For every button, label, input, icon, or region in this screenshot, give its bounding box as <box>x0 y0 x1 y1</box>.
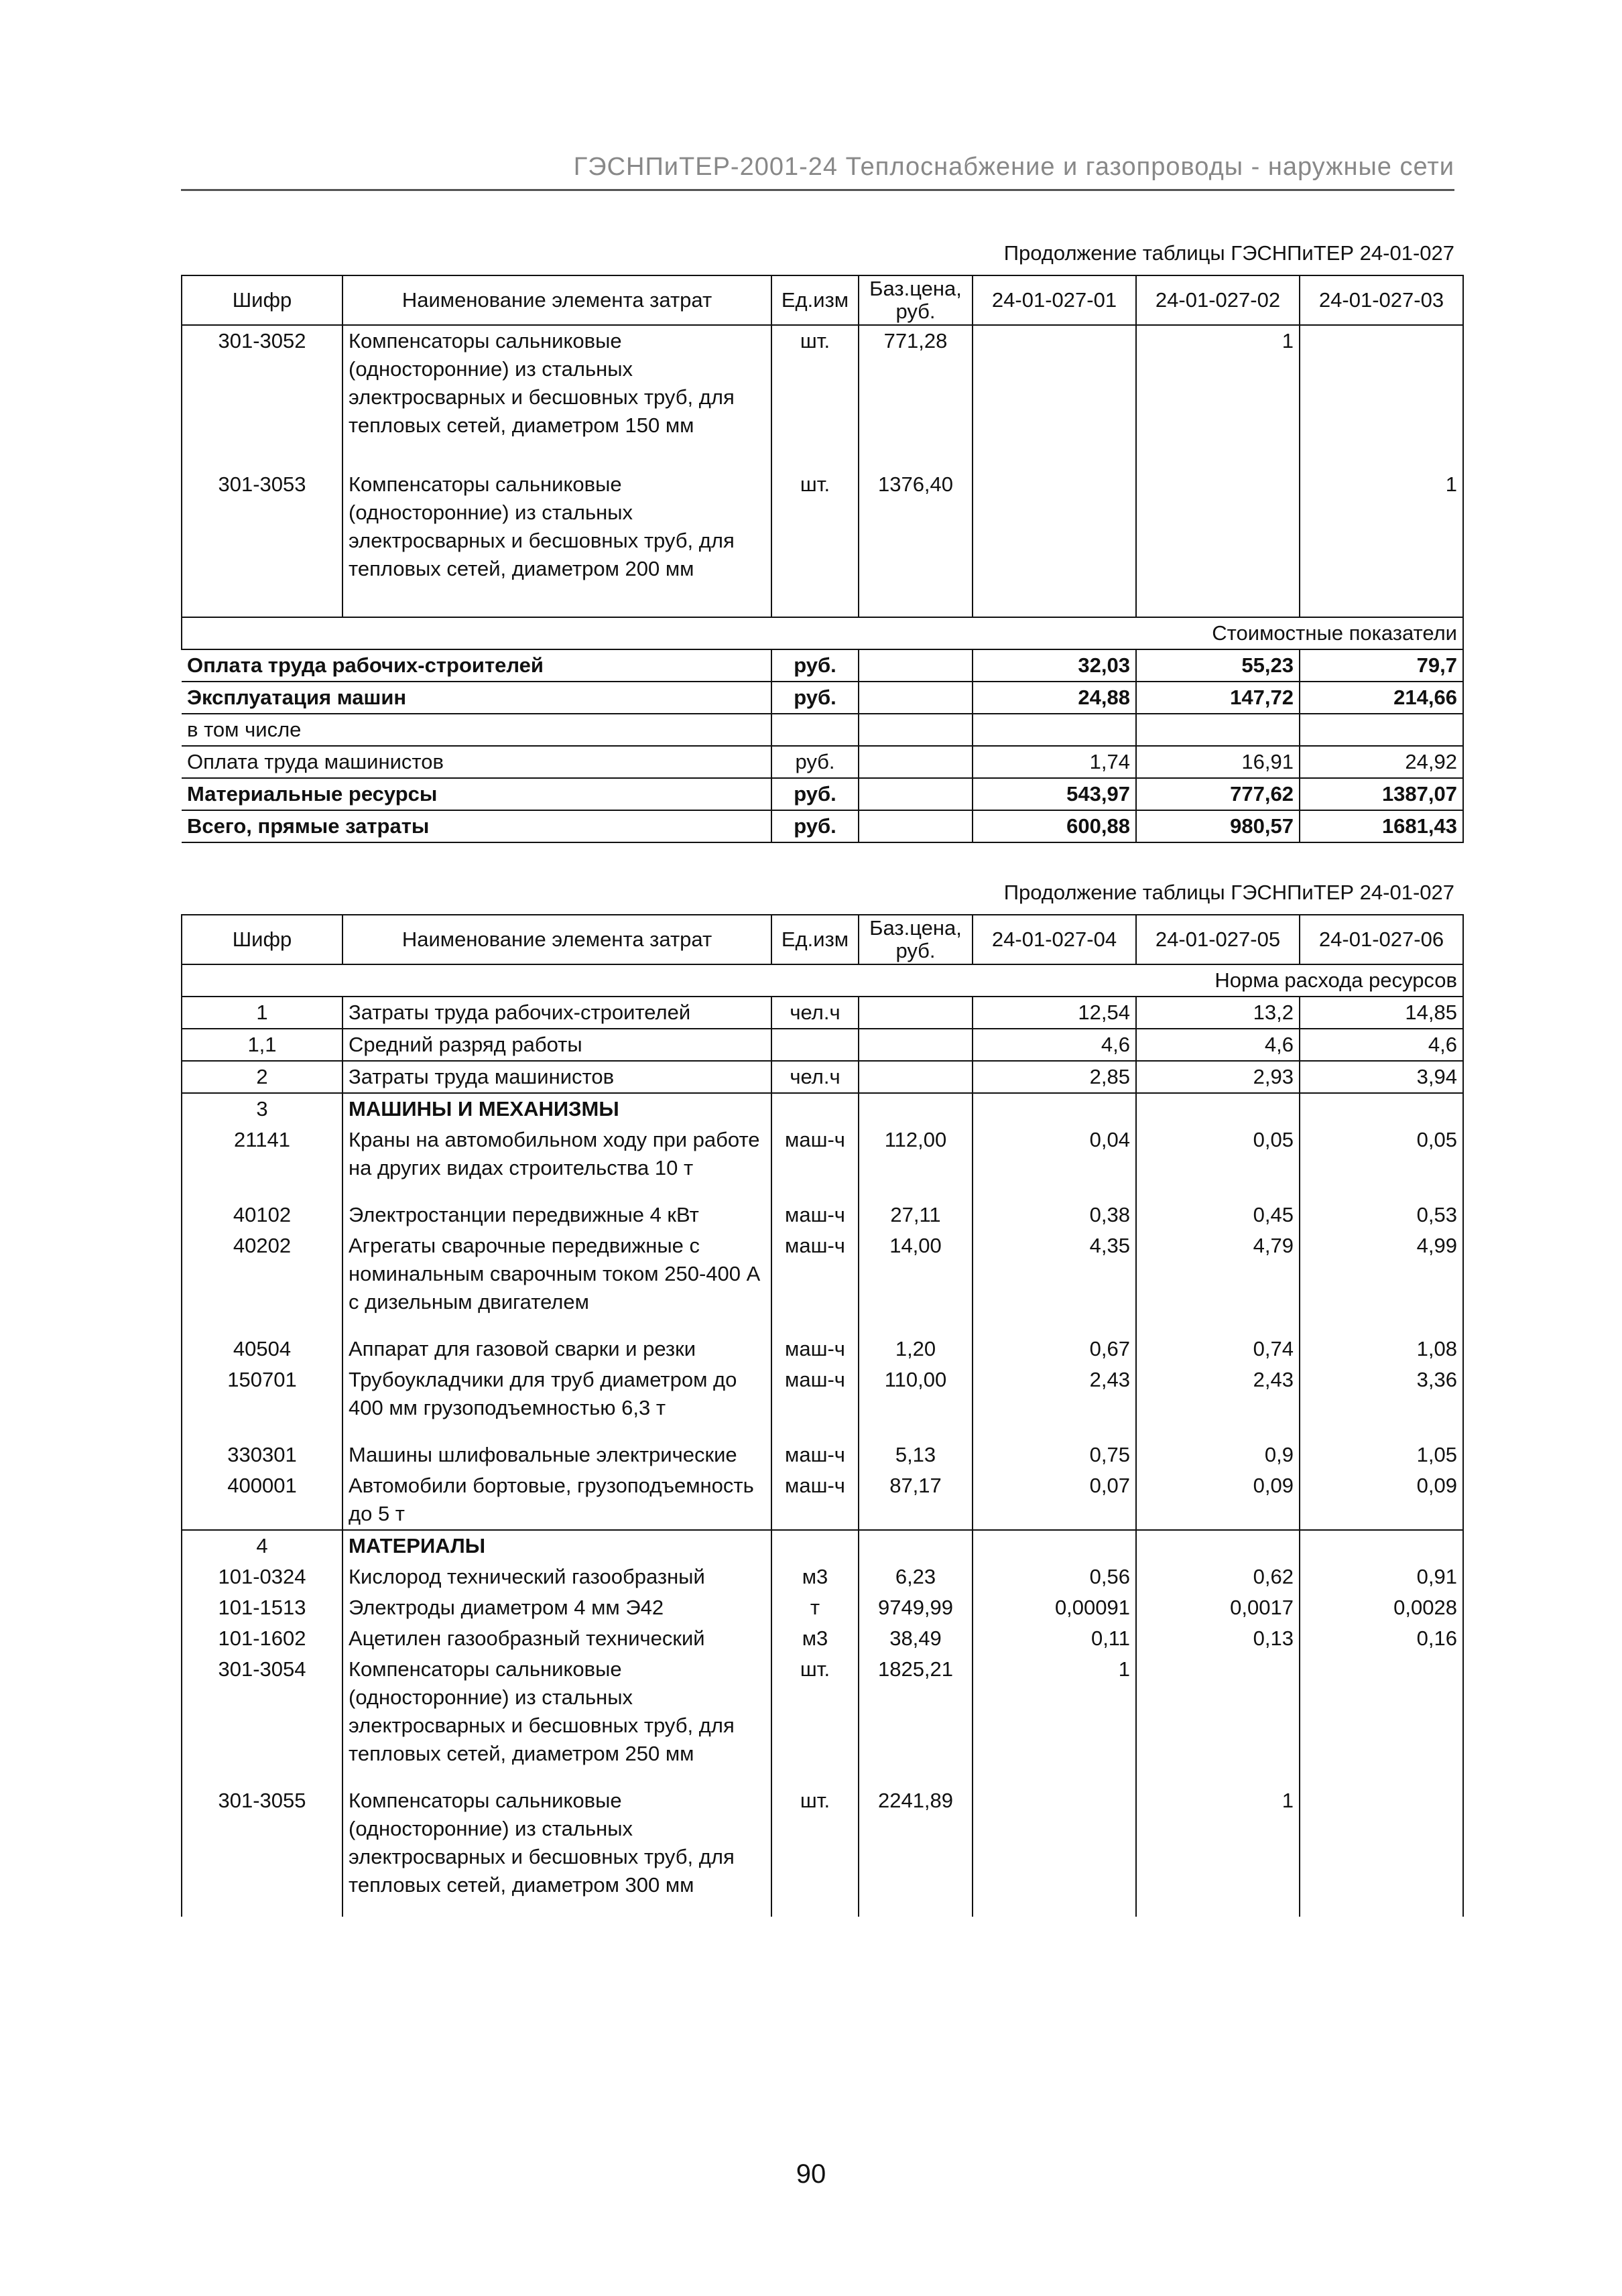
col-name-header: Наименование элемента затрат <box>342 915 771 964</box>
row-unit: шт. <box>771 1785 859 1917</box>
row-value <box>973 441 1136 617</box>
table1 <box>181 275 1464 843</box>
row-value: 0,0017 <box>1136 1592 1300 1623</box>
row-price: 771,28 <box>859 325 973 441</box>
cost-row <box>182 746 1463 778</box>
table-row <box>182 1029 1463 1061</box>
row-price: 38,49 <box>859 1623 973 1654</box>
table-row <box>182 1592 1463 1623</box>
row-code: 301-3054 <box>182 1654 342 1785</box>
row-code: 21141 <box>182 1125 342 1200</box>
table1-header-row <box>182 275 1463 325</box>
row-code: 400001 <box>182 1470 342 1530</box>
row-code: 101-1513 <box>182 1592 342 1623</box>
row-name: Машины шлифовальные электрические <box>342 1440 771 1470</box>
row-value: 1,08 <box>1300 1334 1463 1364</box>
norm-section-row <box>182 964 1463 997</box>
table2-header-row <box>182 915 1463 964</box>
row-value: 0,16 <box>1300 1623 1463 1654</box>
row-name: Агрегаты сварочные передвижные с номинальным сварочным током 250-400 А с дизельным двигателем <box>342 1230 771 1334</box>
table2-caption: Продолжение таблицы ГЭСНПиТЕР 24-01-027 <box>1003 881 1454 904</box>
cost-name: Материальные ресурсы <box>182 778 771 810</box>
section-title: МАШИНЫ И МЕХАНИЗМЫ <box>342 1093 771 1125</box>
row-value: 0,38 <box>973 1200 1136 1230</box>
row-name: Затраты труда машинистов <box>342 1061 771 1093</box>
table-row <box>182 1785 1463 1917</box>
row-value: 1 <box>973 1654 1136 1785</box>
row-value: 0,05 <box>1136 1125 1300 1200</box>
row-value: 0,45 <box>1136 1200 1300 1230</box>
row-name: Компенсаторы сальниковые (односторонние) из стальных электросварных и бесшовных труб, для тепловых сетей, диаметром 300 мм <box>342 1785 771 1917</box>
table-row <box>182 1561 1463 1592</box>
cost-value: 24,92 <box>1300 746 1463 778</box>
row-unit: чел.ч <box>771 997 859 1029</box>
cost-price <box>859 649 973 682</box>
row-unit: чел.ч <box>771 1061 859 1093</box>
cost-name: Оплата труда рабочих-строителей <box>182 649 771 682</box>
cost-price <box>859 682 973 714</box>
row-price: 112,00 <box>859 1125 973 1200</box>
table-row <box>182 997 1463 1029</box>
header-rule <box>181 189 1454 191</box>
cost-section-row <box>182 617 1463 649</box>
table-row <box>182 1061 1463 1093</box>
row-value: 0,09 <box>1136 1470 1300 1530</box>
row-name: Электростанции передвижные 4 кВт <box>342 1200 771 1230</box>
row-name: Компенсаторы сальниковые (односторонние) из стальных электросварных и бесшовных труб, для тепловых сетей, диаметром 200 мм <box>342 441 771 617</box>
cost-value: 79,7 <box>1300 649 1463 682</box>
table-row <box>182 1230 1463 1334</box>
cost-name: в том числе <box>182 714 771 746</box>
row-value: 0,67 <box>973 1334 1136 1364</box>
row-value <box>1136 441 1300 617</box>
row-price <box>859 1061 973 1093</box>
row-code: 301-3053 <box>182 441 342 617</box>
row-code: 40504 <box>182 1334 342 1364</box>
row-code: 330301 <box>182 1440 342 1470</box>
row-price <box>859 1029 973 1061</box>
row-value: 14,85 <box>1300 997 1463 1029</box>
row-price: 5,13 <box>859 1440 973 1470</box>
section-code: 4 <box>182 1530 342 1561</box>
table-row <box>182 441 1463 617</box>
col-code-header: Шифр <box>182 275 342 325</box>
row-code: 1,1 <box>182 1029 342 1061</box>
table-row <box>182 1200 1463 1230</box>
row-value: 13,2 <box>1136 997 1300 1029</box>
row-value: 2,93 <box>1136 1061 1300 1093</box>
row-value: 0,09 <box>1300 1470 1463 1530</box>
row-price: 27,11 <box>859 1200 973 1230</box>
row-code: 40102 <box>182 1200 342 1230</box>
cost-unit: руб. <box>771 810 859 842</box>
row-value: 0,13 <box>1136 1623 1300 1654</box>
cost-value: 55,23 <box>1136 649 1300 682</box>
cost-value: 147,72 <box>1136 682 1300 714</box>
row-unit: маш-ч <box>771 1230 859 1334</box>
cost-name: Всего, прямые затраты <box>182 810 771 842</box>
row-value: 2,43 <box>1136 1364 1300 1440</box>
cost-price <box>859 746 973 778</box>
table-row <box>182 1470 1463 1530</box>
row-price <box>859 997 973 1029</box>
row-value: 4,6 <box>1136 1029 1300 1061</box>
row-unit: маш-ч <box>771 1125 859 1200</box>
row-value: 0,62 <box>1136 1561 1300 1592</box>
section-code: 3 <box>182 1093 342 1125</box>
row-name: Аппарат для газовой сварки и резки <box>342 1334 771 1364</box>
row-code: 101-1602 <box>182 1623 342 1654</box>
material-rows <box>182 1561 1463 1917</box>
page-header: ГЭСНПиТЕР-2001-24 Теплоснабжение и газопроводы - наружные сети <box>573 153 1454 181</box>
col-unit-header: Ед.изм <box>771 275 859 325</box>
cost-unit: руб. <box>771 649 859 682</box>
row-value: 3,94 <box>1300 1061 1463 1093</box>
row-unit: маш-ч <box>771 1200 859 1230</box>
cost-value <box>1136 714 1300 746</box>
section-row <box>182 1530 1463 1561</box>
row-price: 1825,21 <box>859 1654 973 1785</box>
cost-value: 1,74 <box>973 746 1136 778</box>
row-value: 0,75 <box>973 1440 1136 1470</box>
row-value: 0,07 <box>973 1470 1136 1530</box>
cost-value: 980,57 <box>1136 810 1300 842</box>
col-norm-header: 24-01-027-03 <box>1300 275 1463 325</box>
row-value <box>973 1785 1136 1917</box>
cost-row <box>182 682 1463 714</box>
row-name: Средний разряд работы <box>342 1029 771 1061</box>
row-code: 101-0324 <box>182 1561 342 1592</box>
row-unit: шт. <box>771 325 859 441</box>
row-name: Компенсаторы сальниковые (односторонние) из стальных электросварных и бесшовных труб, для тепловых сетей, диаметром 150 мм <box>342 325 771 441</box>
table-row <box>182 1364 1463 1440</box>
row-code: 150701 <box>182 1364 342 1440</box>
cost-value <box>973 714 1136 746</box>
row-value <box>1300 1785 1463 1917</box>
page-number: 90 <box>796 2159 826 2189</box>
cost-unit: руб. <box>771 778 859 810</box>
row-value: 0,05 <box>1300 1125 1463 1200</box>
row-unit: маш-ч <box>771 1470 859 1530</box>
row-value: 0,9 <box>1136 1440 1300 1470</box>
row-value: 0,91 <box>1300 1561 1463 1592</box>
section-title: МАТЕРИАЛЫ <box>342 1530 771 1561</box>
row-name: Ацетилен газообразный технический <box>342 1623 771 1654</box>
row-value: 12,54 <box>973 997 1136 1029</box>
cost-value: 543,97 <box>973 778 1136 810</box>
row-unit: маш-ч <box>771 1364 859 1440</box>
col-norm-header: 24-01-027-05 <box>1136 915 1300 964</box>
cost-value: 600,88 <box>973 810 1136 842</box>
cost-unit: руб. <box>771 746 859 778</box>
cost-row <box>182 714 1463 746</box>
row-unit: м3 <box>771 1623 859 1654</box>
row-price: 2241,89 <box>859 1785 973 1917</box>
row-value: 4,79 <box>1136 1230 1300 1334</box>
row-code: 301-3052 <box>182 325 342 441</box>
row-price: 9749,99 <box>859 1592 973 1623</box>
row-name: Затраты труда рабочих-строителей <box>342 997 771 1029</box>
row-name: Электроды диаметром 4 мм Э42 <box>342 1592 771 1623</box>
cost-row <box>182 778 1463 810</box>
row-price: 87,17 <box>859 1470 973 1530</box>
cost-row <box>182 649 1463 682</box>
row-value: 1 <box>1300 441 1463 617</box>
row-unit: маш-ч <box>771 1334 859 1364</box>
cost-unit: руб. <box>771 682 859 714</box>
col-price-header: Баз.цена, руб. <box>859 915 973 964</box>
row-value: 4,6 <box>1300 1029 1463 1061</box>
row-unit: маш-ч <box>771 1440 859 1470</box>
row-code: 1 <box>182 997 342 1029</box>
row-value: 1,05 <box>1300 1440 1463 1470</box>
row-value <box>1300 325 1463 441</box>
row-unit: т <box>771 1592 859 1623</box>
row-value: 0,74 <box>1136 1334 1300 1364</box>
row-price: 1376,40 <box>859 441 973 617</box>
cost-value: 1387,07 <box>1300 778 1463 810</box>
row-code: 40202 <box>182 1230 342 1334</box>
row-unit: шт. <box>771 1654 859 1785</box>
table-row <box>182 1654 1463 1785</box>
cost-value: 1681,43 <box>1300 810 1463 842</box>
cost-rows <box>182 649 1463 842</box>
row-name: Кислород технический газообразный <box>342 1561 771 1592</box>
cost-name: Эксплуатация машин <box>182 682 771 714</box>
row-price: 110,00 <box>859 1364 973 1440</box>
row-value: 1 <box>1136 325 1300 441</box>
col-code-header: Шифр <box>182 915 342 964</box>
cost-value: 16,91 <box>1136 746 1300 778</box>
row-value: 0,11 <box>973 1623 1136 1654</box>
norm-section-title: Норма расхода ресурсов <box>182 964 1463 997</box>
row-price: 14,00 <box>859 1230 973 1334</box>
row-value: 0,53 <box>1300 1200 1463 1230</box>
cost-name: Оплата труда машинистов <box>182 746 771 778</box>
row-value: 0,04 <box>973 1125 1136 1200</box>
table2 <box>181 914 1464 1917</box>
col-unit-header: Ед.изм <box>771 915 859 964</box>
row-unit: шт. <box>771 441 859 617</box>
row-value: 0,0028 <box>1300 1592 1463 1623</box>
row-value: 4,6 <box>973 1029 1136 1061</box>
row-value: 0,56 <box>973 1561 1136 1592</box>
row-value: 1 <box>1136 1785 1300 1917</box>
row-unit: м3 <box>771 1561 859 1592</box>
col-price-header: Баз.цена, руб. <box>859 275 973 325</box>
cost-row <box>182 810 1463 842</box>
machine-rows <box>182 1125 1463 1530</box>
row-value: 2,85 <box>973 1061 1136 1093</box>
cost-section-title: Стоимостные показатели <box>182 617 1463 649</box>
row-unit <box>771 1029 859 1061</box>
table-row <box>182 1334 1463 1364</box>
cost-value: 214,66 <box>1300 682 1463 714</box>
row-name: Трубоукладчики для труб диаметром до 400 мм грузоподъемностью 6,3 т <box>342 1364 771 1440</box>
cost-value: 777,62 <box>1136 778 1300 810</box>
row-value: 2,43 <box>973 1364 1136 1440</box>
cost-price <box>859 714 973 746</box>
row-name: Автомобили бортовые, грузоподъемность до 5 т <box>342 1470 771 1530</box>
row-value: 4,35 <box>973 1230 1136 1334</box>
cost-value: 32,03 <box>973 649 1136 682</box>
row-value <box>973 325 1136 441</box>
row-value <box>1300 1654 1463 1785</box>
row-code: 2 <box>182 1061 342 1093</box>
table-row <box>182 325 1463 441</box>
table-row <box>182 1623 1463 1654</box>
cost-price <box>859 778 973 810</box>
cost-unit <box>771 714 859 746</box>
col-norm-header: 24-01-027-06 <box>1300 915 1463 964</box>
row-price: 1,20 <box>859 1334 973 1364</box>
cost-value <box>1300 714 1463 746</box>
col-norm-header: 24-01-027-01 <box>973 275 1136 325</box>
section-row <box>182 1093 1463 1125</box>
row-value: 3,36 <box>1300 1364 1463 1440</box>
col-norm-header: 24-01-027-04 <box>973 915 1136 964</box>
col-name-header: Наименование элемента затрат <box>342 275 771 325</box>
col-norm-header: 24-01-027-02 <box>1136 275 1300 325</box>
row-name: Краны на автомобильном ходу при работе на других видах строительства 10 т <box>342 1125 771 1200</box>
row-price: 6,23 <box>859 1561 973 1592</box>
row-name: Компенсаторы сальниковые (односторонние) из стальных электросварных и бесшовных труб, для тепловых сетей, диаметром 250 мм <box>342 1654 771 1785</box>
row-value: 0,00091 <box>973 1592 1136 1623</box>
row-code: 301-3055 <box>182 1785 342 1917</box>
row-value: 4,99 <box>1300 1230 1463 1334</box>
row-value <box>1136 1654 1300 1785</box>
table-row <box>182 1440 1463 1470</box>
table-row <box>182 1125 1463 1200</box>
cost-value: 24,88 <box>973 682 1136 714</box>
table1-caption: Продолжение таблицы ГЭСНПиТЕР 24-01-027 <box>1003 241 1454 265</box>
cost-price <box>859 810 973 842</box>
